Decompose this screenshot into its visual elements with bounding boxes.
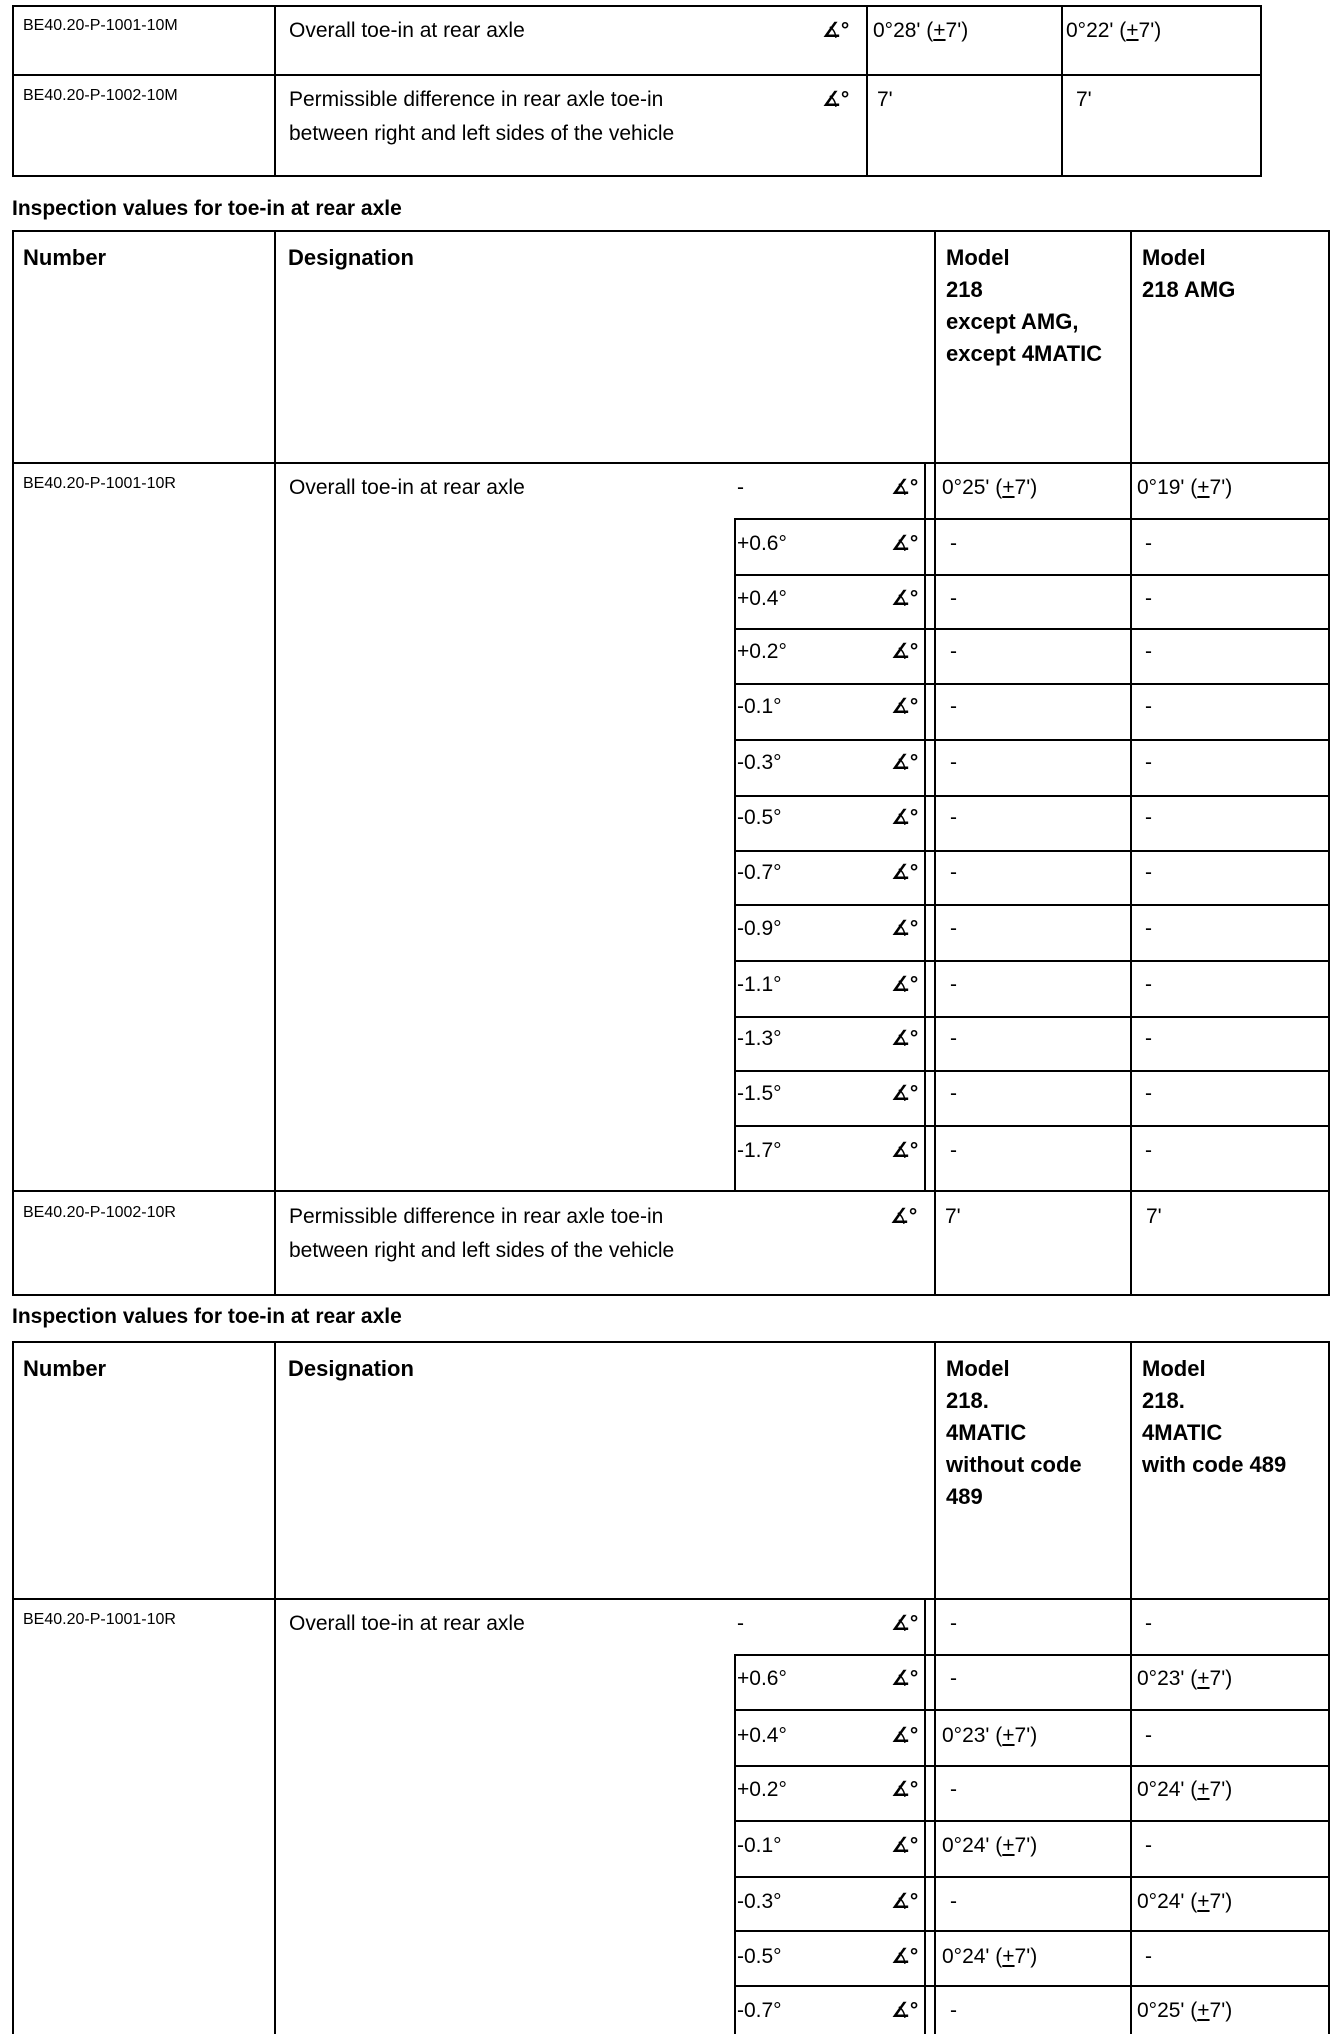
offset-label: - [737, 476, 744, 499]
value-cell-v1: - [950, 751, 957, 774]
top-row1-value1: 0°28' (+7') [873, 19, 969, 42]
section1-header-designation: Designation [288, 245, 414, 270]
value-cell-v2: 0°24' (+7') [1137, 1890, 1233, 1913]
value-cell-v1: - [950, 1890, 957, 1913]
angle-unit-icon: ∡° [891, 695, 919, 718]
angle-unit-icon: ∡° [891, 587, 919, 610]
value-cell-v1: - [950, 1139, 957, 1162]
value-cell-v2: - [1145, 532, 1152, 555]
section2-header-col2: Model 218. 4MATIC with code 489 [1142, 1356, 1287, 1477]
offset-label: -1.5° [737, 1082, 782, 1105]
angle-unit-icon: ∡° [890, 1205, 918, 1228]
angle-unit-icon: ∡° [891, 532, 919, 555]
angle-unit-icon: ∡° [891, 1778, 919, 1801]
section2-header-number: Number [23, 1356, 107, 1381]
value-cell-v1: 0°24' (+7') [942, 1945, 1038, 1968]
value-cell-v1: - [950, 640, 957, 663]
value-cell-v2: 0°19' (+7') [1137, 476, 1233, 499]
value-cell-v2: - [1145, 1082, 1152, 1105]
section1-header-number: Number [23, 245, 107, 270]
section1-row2-value2: 7' [1146, 1205, 1162, 1228]
angle-unit-icon: ∡° [891, 1612, 919, 1635]
section2-row1-number: BE40.20-P-1001-10R [23, 1611, 176, 1628]
top-row2-number: BE40.20-P-1002-10M [23, 87, 178, 104]
offset-label: +0.2° [737, 1778, 787, 1801]
top-row2-value2: 7' [1076, 88, 1092, 111]
value-cell-v1: - [950, 806, 957, 829]
angle-unit-icon: ∡° [891, 806, 919, 829]
value-cell-v2: - [1145, 973, 1152, 996]
section2-row1-designation: Overall toe-in at rear axle [289, 1612, 525, 1635]
angle-unit-icon: ∡° [891, 861, 919, 884]
angle-unit-icon: ∡° [891, 751, 919, 774]
angle-unit-icon: ∡° [891, 1834, 919, 1857]
offset-label: -1.7° [737, 1139, 782, 1162]
angle-unit-icon: ∡° [822, 19, 850, 42]
value-cell-v2: - [1145, 1027, 1152, 1050]
top-row2-value1: 7' [877, 88, 893, 111]
top-row1-value2: 0°22' (+7') [1066, 19, 1162, 42]
offset-label: +0.6° [737, 532, 787, 555]
offset-label: +0.6° [737, 1667, 787, 1690]
angle-unit-icon: ∡° [891, 1890, 919, 1913]
angle-unit-icon: ∡° [891, 1027, 919, 1050]
section1-row1-designation: Overall toe-in at rear axle [289, 476, 525, 499]
angle-unit-icon: ∡° [891, 476, 919, 499]
section2-header-designation: Designation [288, 1356, 414, 1381]
angle-unit-icon: ∡° [891, 973, 919, 996]
value-cell-v1: - [950, 917, 957, 940]
value-cell-v1: - [950, 695, 957, 718]
offset-label: - [737, 1612, 744, 1635]
offset-label: +0.2° [737, 640, 787, 663]
value-cell-v1: 0°24' (+7') [942, 1834, 1038, 1857]
section1-row2-value1: 7' [945, 1205, 961, 1228]
angle-unit-icon: ∡° [891, 1999, 919, 2022]
value-cell-v2: - [1145, 751, 1152, 774]
section2-title: Inspection values for toe-in at rear axle [12, 1305, 402, 1328]
value-cell-v2: - [1145, 806, 1152, 829]
offset-label: +0.4° [737, 587, 787, 610]
offset-label: -0.5° [737, 1945, 782, 1968]
offset-label: -1.3° [737, 1027, 782, 1050]
offset-label: -0.5° [737, 806, 782, 829]
top-row1-designation: Overall toe-in at rear axle [289, 19, 525, 42]
offset-label: -0.7° [737, 1999, 782, 2022]
value-cell-v1: - [950, 973, 957, 996]
offset-label: -0.3° [737, 1890, 782, 1913]
section1-title: Inspection values for toe-in at rear axle [12, 197, 402, 220]
offset-label: -0.3° [737, 751, 782, 774]
value-cell-v1: - [950, 1082, 957, 1105]
value-cell-v1: - [950, 1027, 957, 1050]
section1-header-col1: Model 218 except AMG, except 4MATIC [946, 245, 1103, 366]
angle-unit-icon: ∡° [891, 1667, 919, 1690]
value-cell-v2: - [1145, 1724, 1152, 1747]
angle-unit-icon: ∡° [891, 1945, 919, 1968]
value-cell-v2: - [1145, 1834, 1152, 1857]
value-cell-v2: - [1145, 1612, 1152, 1635]
value-cell-v2: 0°23' (+7') [1137, 1667, 1233, 1690]
angle-unit-icon: ∡° [891, 1724, 919, 1747]
angle-unit-icon: ∡° [822, 88, 850, 111]
value-cell-v1: 0°23' (+7') [942, 1724, 1038, 1747]
angle-unit-icon: ∡° [891, 917, 919, 940]
offset-label: -0.1° [737, 1834, 782, 1857]
section1-row1-number: BE40.20-P-1001-10R [23, 475, 176, 492]
value-cell-v2: - [1145, 861, 1152, 884]
value-cell-v1: - [950, 1667, 957, 1690]
value-cell-v2: - [1145, 1139, 1152, 1162]
value-cell-v1: - [950, 1778, 957, 1801]
section1-row2-number: BE40.20-P-1002-10R [23, 1204, 176, 1221]
section2-header-col1: Model 218. 4MATIC without code 489 [946, 1356, 1082, 1509]
angle-unit-icon: ∡° [891, 1082, 919, 1105]
value-cell-v1: - [950, 861, 957, 884]
value-cell-v2: - [1145, 587, 1152, 610]
value-cell-v2: - [1145, 640, 1152, 663]
value-cell-v1: - [950, 532, 957, 555]
top-row1-number: BE40.20-P-1001-10M [23, 17, 178, 34]
value-cell-v2: - [1145, 917, 1152, 940]
value-cell-v2: - [1145, 1945, 1152, 1968]
offset-label: -0.7° [737, 861, 782, 884]
angle-unit-icon: ∡° [891, 640, 919, 663]
section1-header-col2: Model 218 AMG [1142, 245, 1236, 302]
value-cell-v1: - [950, 587, 957, 610]
value-cell-v2: 0°25' (+7') [1137, 1999, 1233, 2022]
value-cell-v2: 0°24' (+7') [1137, 1778, 1233, 1801]
offset-label: -0.1° [737, 695, 782, 718]
section1-row2-designation: Permissible difference in rear axle toe-in between right and left sides of the vehicle [289, 1205, 675, 1262]
angle-unit-icon: ∡° [891, 1139, 919, 1162]
offset-label: -1.1° [737, 973, 782, 996]
value-cell-v1: - [950, 1612, 957, 1635]
top-row2-designation: Permissible difference in rear axle toe-in between right and left sides of the vehicle [289, 88, 675, 145]
value-cell-v1: 0°25' (+7') [942, 476, 1038, 499]
value-cell-v1: - [950, 1999, 957, 2022]
offset-label: -0.9° [737, 917, 782, 940]
value-cell-v2: - [1145, 695, 1152, 718]
offset-label: +0.4° [737, 1724, 787, 1747]
